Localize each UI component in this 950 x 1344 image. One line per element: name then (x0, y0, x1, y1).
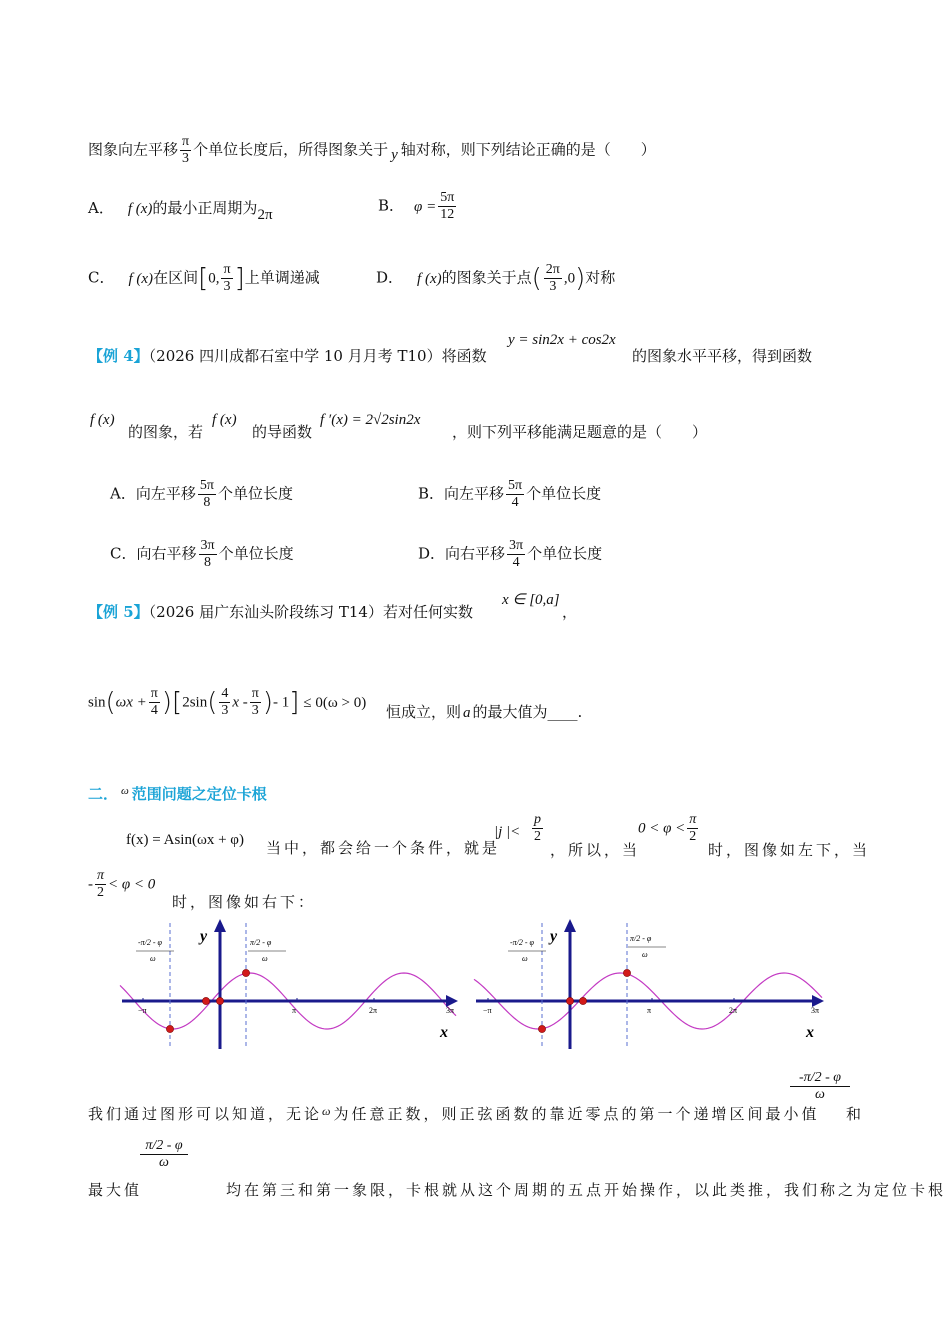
ex4-option-c: C．向右平移 $\frac{3\pi}{8}$ 个单位长度 (110, 538, 294, 570)
ex4-option-a: A．向左平移 $\frac{5\pi}{8}$ 个单位长度 (110, 478, 293, 510)
sine-graph-left (116, 915, 466, 1065)
q3-option-d: D． f (x)的图象关于点( $\frac{2\pi}{3}$ ,0)对称 (376, 262, 616, 294)
ex4-line1-post: 的图象水平平移，得到函数 (632, 347, 813, 365)
min-label (508, 938, 546, 963)
min-label (136, 938, 174, 963)
x-axis-label: x (806, 1024, 814, 1041)
ex4-derivative: f ′(x) = 2√2sin2x (320, 412, 421, 428)
key-point (216, 997, 223, 1004)
ex4-line2: 的图象，若 (128, 423, 204, 441)
label-denominator: ω (150, 954, 156, 963)
ex4-option-b: B．向左平移 $\frac{5\pi}{4}$ 个单位长度 (418, 478, 602, 510)
label-denominator: ω (262, 954, 268, 963)
ex4-function: y = sin2x + cos2x (508, 332, 616, 348)
section-p1c: 时，图像如左下，当 (708, 841, 871, 859)
q3-option-c: C． f (x)在区间[0, $\frac{\pi}{3}$ ]上单调递减 (88, 262, 320, 294)
p-frac: $\frac{p}{2}$ (534, 812, 541, 844)
label-numerator: π/2 - φ (250, 938, 272, 947)
tick-label: 3π (811, 1006, 820, 1015)
section-p3: 我们通过图形可以知道，无论$^\omega$为任意正数，则正弦函数的靠近零点的第一个递增区间最小值 (88, 1104, 820, 1123)
abs-phi: |j |< (494, 824, 521, 840)
section-heading: 二． $^\omega$ 范围问题之定位卡根 (88, 785, 267, 803)
sine-graph-right (470, 915, 830, 1065)
ex4-line2c: ，则下列平移能满足题意的是（ ） (452, 423, 708, 441)
ex5-line1: 【例 5】（2026 届广东汕头阶段练习 T14）若对任何实数 (88, 603, 473, 621)
ex4-fx2: f (x) (212, 412, 237, 428)
ex4-fx: f (x) (90, 412, 115, 428)
key-point (579, 997, 586, 1004)
ex4-line1: 【例 4】（2026 四川成都石室中学 10 月月考 T10）将函数 (88, 347, 487, 365)
ex5-comma: ， (562, 603, 578, 621)
max-value-frac: $\frac{\pi/2 - \varphi}{\omega}$ (140, 1138, 188, 1171)
key-point (242, 969, 249, 976)
max-label (628, 934, 666, 959)
section-p1b: ，所以，当 (550, 841, 641, 859)
section-p4: 最大值 均在第三和第一象限，卡根就从这个周期的五点开始操作，以此类推，我们称之为定位卡根 (88, 1181, 947, 1199)
key-point (566, 997, 573, 1004)
ex5-condition: x ∈ [0,a] (502, 592, 560, 608)
ex4-option-d: D．向右平移 $\frac{3\pi}{4}$ 个单位长度 (418, 538, 603, 570)
key-point (538, 1025, 545, 1032)
ex5-inequality: sin(ωx + $\frac{\pi}{4}$ )[2sin( $\frac{4}{3}$ x - $\frac{\pi}{3}$ )- 1] ≤ 0(ω > 0) (88, 686, 367, 718)
tick-label: −π (483, 1006, 492, 1015)
key-point (623, 969, 630, 976)
tick-label: π (647, 1006, 652, 1015)
tick-label: 2π (729, 1006, 738, 1015)
y-axis-label: y (200, 928, 208, 945)
y-axis-arrow (214, 919, 226, 932)
tick-label: 2π (369, 1006, 378, 1015)
min-value-frac: $\frac{-\pi/2 - \varphi}{\omega}$ (790, 1070, 850, 1103)
key-point (202, 997, 209, 1004)
formula: f(x) = Asin(ωx + φ) (126, 832, 244, 848)
range-2: - $\frac{\pi}{2}$ < φ < 0 (88, 868, 156, 900)
x-axis-label: x (440, 1024, 448, 1041)
fraction: $\frac{\pi}{3}$ (182, 134, 190, 166)
max-label (248, 938, 286, 963)
ex4-line2b: 的导函数 (252, 423, 313, 441)
range-1: 0 < φ < $\frac{\pi}{2}$ (638, 812, 697, 844)
section-p2: 时，图像如右下： (172, 893, 317, 911)
tick-label: −π (138, 1006, 147, 1015)
key-point (166, 1025, 173, 1032)
q3-option-a: A． f (x)的最小正周期为2π (88, 199, 273, 223)
ex5-post: 恒成立，则 a 的最大值为____. (386, 703, 583, 721)
section-p1a: 当中，都会给一个条件，就是 (266, 839, 501, 857)
label-numerator: π/2 - φ (630, 934, 652, 943)
label-numerator: -π/2 - φ (510, 938, 534, 947)
y-axis-arrow (564, 919, 576, 932)
q3-stem: 图象向左平移 $\frac{\pi}{3}$ 个单位长度后，所得图象关于 y 轴对称，则下列结论正确的是（ ） (88, 134, 656, 166)
label-denominator: ω (522, 954, 528, 963)
tick-label: 3π (446, 1006, 455, 1015)
label-numerator: -π/2 - φ (138, 938, 162, 947)
label-denominator: ω (642, 950, 648, 959)
q3-option-b: B． φ = $\frac{5\pi}{12}$ (378, 190, 455, 222)
section-p3c: 和 (846, 1105, 862, 1123)
y-axis-label: y (550, 928, 558, 945)
tick-label: π (292, 1006, 297, 1015)
